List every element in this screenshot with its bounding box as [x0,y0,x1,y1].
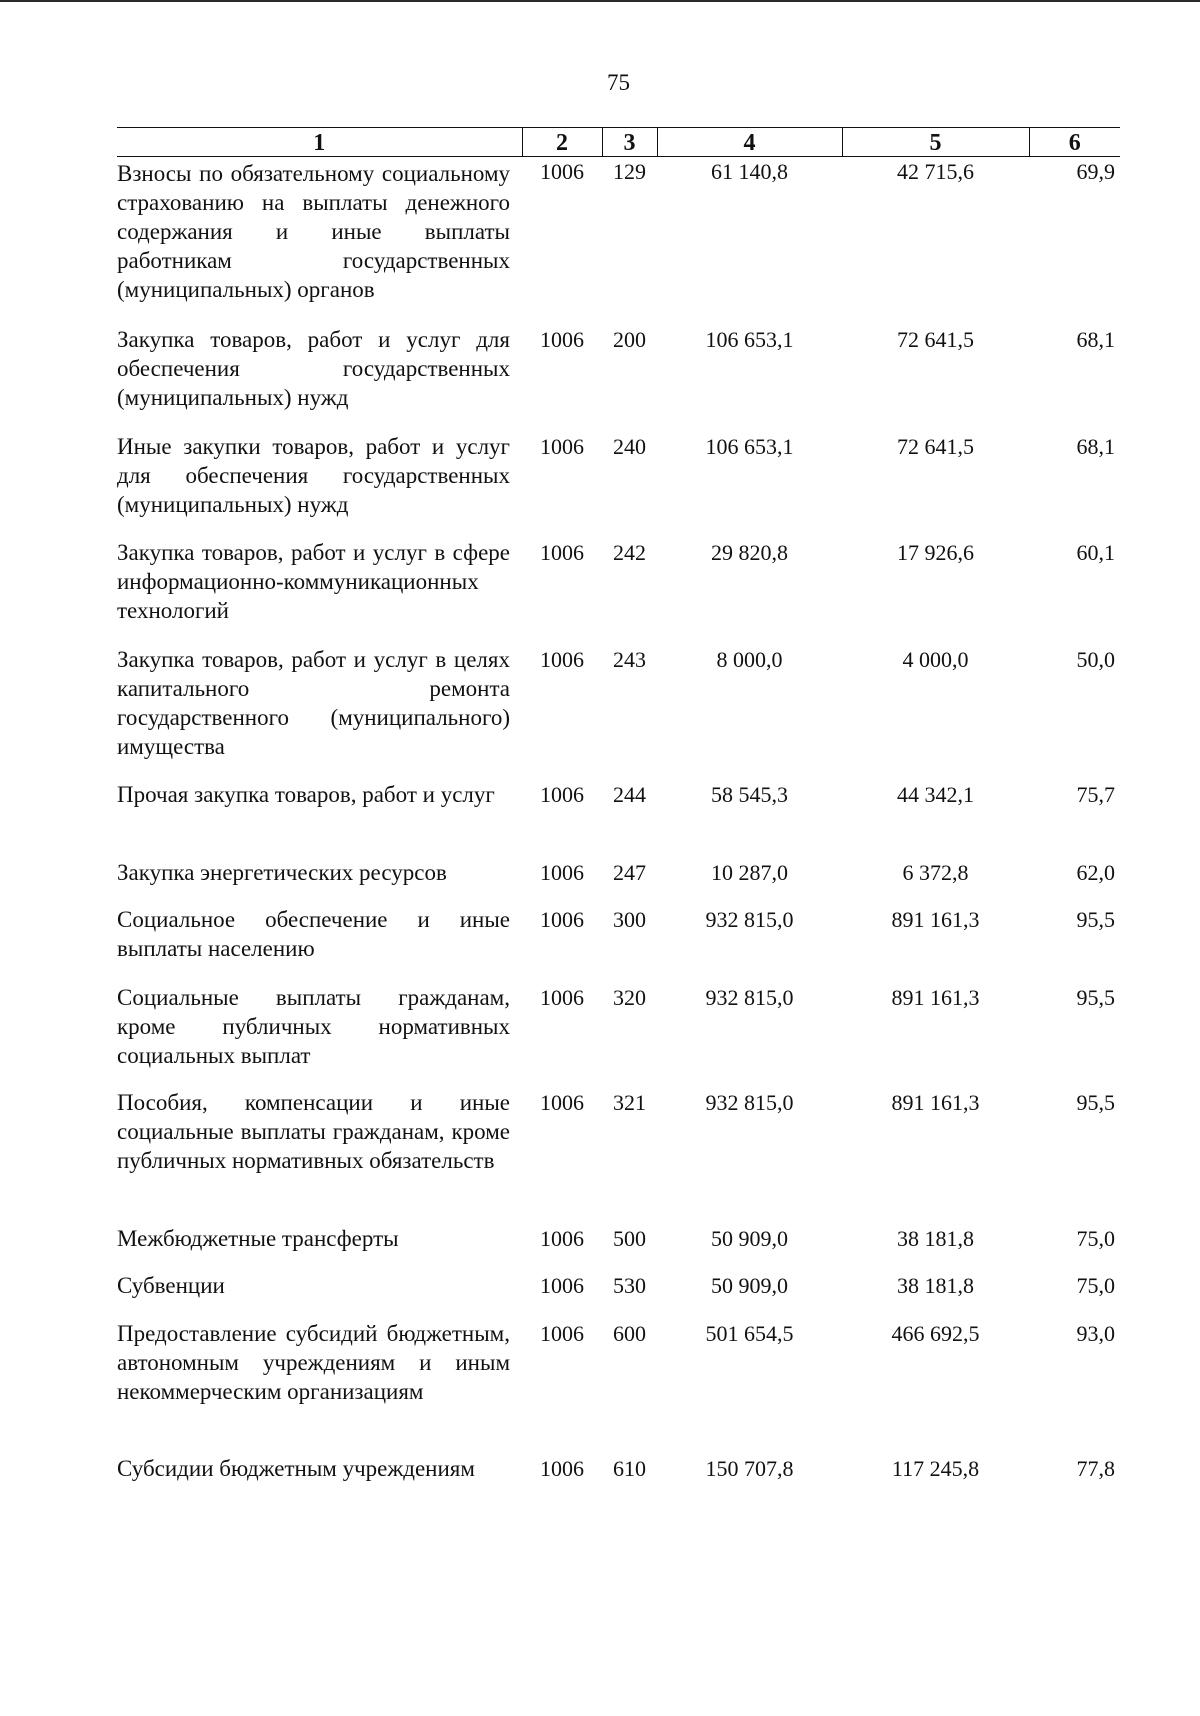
header-col-3: 3 [602,128,657,157]
row-code: 200 [613,326,646,352]
row-code: 500 [613,1225,646,1251]
row-code: 600 [613,1320,646,1346]
row-code: 247 [613,859,646,885]
row-section: 1006 [540,646,584,672]
header-col-2: 2 [522,128,602,157]
page-number: 75 [607,70,630,95]
table-row [117,1224,1120,1271]
budget-table [117,127,1120,1532]
row-section: 1006 [540,1272,584,1298]
row-plan: 501 654,5 [705,1320,794,1346]
row-name: Субсидии бюджетным учреждениям [117,1455,475,1481]
row-name: Закупка энергетических ресурсов [117,859,447,885]
table-row [117,858,1120,905]
row-name: Субвенции [117,1272,225,1298]
row-name: Иные закупки товаров, работ и услуг для обеспечения государственных (муниципальных) нужд [117,433,510,517]
row-code: 244 [613,781,646,807]
table-row [117,538,1120,645]
table-row [117,1088,1120,1224]
row-percent: 62,0 [1076,859,1115,885]
row-plan: 150 707,8 [705,1455,794,1481]
row-plan: 29 820,8 [711,539,788,565]
row-name: Социальное обеспечение и иные выплаты населению [117,906,510,961]
row-code: 320 [613,984,646,1010]
table-row [117,645,1120,780]
row-name: Взносы по обязательному социальному страхованию на выплаты денежного содержания и иные выплаты работникам государственных (муниципальных) органов [117,161,510,302]
row-code: 242 [613,539,646,565]
table-row [117,1271,1120,1319]
row-code: 129 [613,159,646,184]
row-section: 1006 [540,433,584,459]
row-plan: 10 287,0 [711,859,788,885]
table-row [117,780,1120,858]
row-actual: 891 161,3 [891,984,980,1010]
header-col-1: 1 [117,128,522,157]
row-actual: 42 715,6 [897,159,974,184]
row-name: Закупка товаров, работ и услуг в целях капитального ремонта государственного (муниципального) имущества [117,646,510,759]
row-section: 1006 [540,906,584,932]
row-section: 1006 [540,859,584,885]
row-actual: 891 161,3 [891,1089,980,1115]
row-section: 1006 [540,1225,584,1251]
header-row [117,128,1120,157]
row-actual: 17 926,6 [897,539,974,565]
row-percent: 95,5 [1076,906,1115,932]
row-section: 1006 [540,539,584,565]
row-percent: 95,5 [1076,984,1115,1010]
row-percent: 93,0 [1076,1320,1115,1346]
row-percent: 68,1 [1076,433,1115,459]
row-name: Прочая закупка товаров, работ и услуг [117,781,495,807]
row-actual: 38 181,8 [897,1225,974,1251]
row-name: Закупка товаров, работ и услуг в сфере информационно-коммуникационных технологий [117,539,510,623]
row-percent: 75,0 [1076,1225,1115,1251]
table-row [117,325,1120,432]
row-section: 1006 [540,1089,584,1115]
table-row [117,157,1120,325]
scan-top-edge [0,0,1200,2]
header-col-4: 4 [657,128,842,157]
row-actual: 72 641,5 [897,326,974,352]
row-actual: 6 372,8 [902,859,969,885]
row-percent: 95,5 [1076,1089,1115,1115]
row-plan: 932 815,0 [705,1089,794,1115]
row-percent: 75,0 [1076,1272,1115,1298]
row-actual: 44 342,1 [897,781,974,807]
row-name: Закупка товаров, работ и услуг для обеспечения государственных (муниципальных) нужд [117,326,510,410]
table-row [117,432,1120,538]
row-name: Пособия, компенсации и иные социальные выплаты гражданам, кроме публичных нормативных обязательств [117,1089,510,1173]
row-percent: 77,8 [1076,1455,1115,1481]
row-plan: 932 815,0 [705,906,794,932]
row-name: Предоставление субсидий бюджетным, автономным учреждениям и иным некоммерческим организациям [117,1320,510,1404]
row-plan: 106 653,1 [705,326,794,352]
row-code: 530 [613,1272,646,1298]
row-name: Межбюджетные трансферты [117,1225,399,1251]
row-plan: 8 000,0 [716,646,783,672]
row-code: 240 [613,433,646,459]
row-actual: 891 161,3 [891,906,980,932]
row-section: 1006 [540,159,584,184]
row-section: 1006 [540,781,584,807]
table-body [117,157,1120,1532]
table-row [117,983,1120,1088]
row-plan: 50 909,0 [711,1272,788,1298]
header-col-5: 5 [842,128,1029,157]
row-actual: 4 000,0 [902,646,969,672]
header-col-6: 6 [1029,128,1120,157]
row-section: 1006 [540,326,584,352]
table-row [117,905,1120,983]
row-name: Социальные выплаты гражданам, кроме публичных нормативных социальных выплат [117,984,510,1068]
row-code: 610 [613,1455,646,1481]
row-plan: 58 545,3 [711,781,788,807]
row-actual: 72 641,5 [897,433,974,459]
row-percent: 60,1 [1076,539,1115,565]
row-actual: 466 692,5 [891,1320,980,1346]
row-percent: 50,0 [1076,646,1115,672]
table-row [117,1454,1120,1532]
row-percent: 69,9 [1076,159,1115,184]
row-percent: 75,7 [1076,781,1115,807]
row-code: 321 [613,1089,646,1115]
table-row [117,1319,1120,1454]
row-code: 243 [613,646,646,672]
row-section: 1006 [540,984,584,1010]
row-plan: 932 815,0 [705,984,794,1010]
row-percent: 68,1 [1076,326,1115,352]
row-plan: 50 909,0 [711,1225,788,1251]
table-header [117,128,1120,157]
row-actual: 117 245,8 [891,1455,980,1481]
row-actual: 38 181,8 [897,1272,974,1298]
row-code: 300 [613,906,646,932]
row-plan: 61 140,8 [711,159,788,184]
row-plan: 106 653,1 [705,433,794,459]
row-section: 1006 [540,1320,584,1346]
row-section: 1006 [540,1455,584,1481]
